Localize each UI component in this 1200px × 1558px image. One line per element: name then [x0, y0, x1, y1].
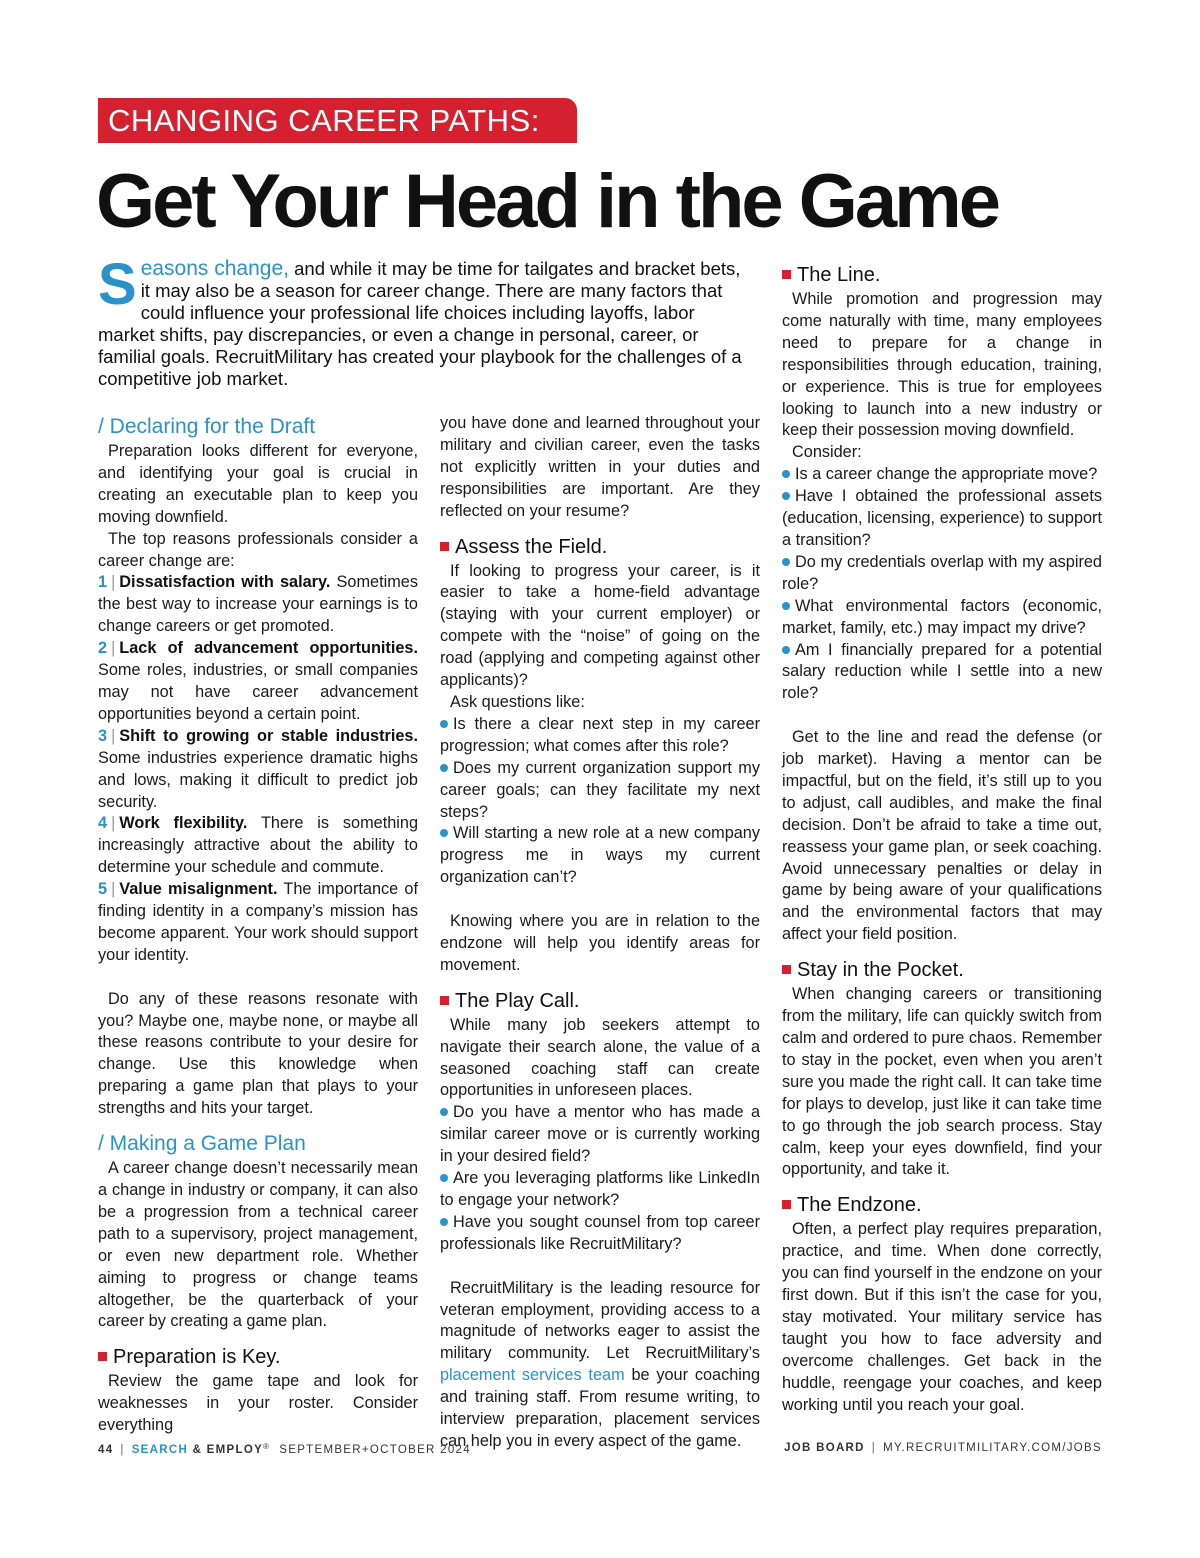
section-heading-field	[440, 533, 760, 561]
bullet-dot-icon	[440, 1218, 448, 1226]
bullet-text: Is there a clear next step in my career progression; what comes after this role?	[440, 714, 760, 755]
issue-date: SEPTEMBER+OCTOBER 2024	[279, 1444, 471, 1456]
intro-lead: easons change,	[140, 257, 289, 280]
bullet-dot-icon	[440, 1108, 448, 1116]
bullet-text: Are you leveraging platforms like LinkedIn to engage your network?	[440, 1169, 760, 1209]
reason-number: 3	[98, 726, 108, 745]
reason-title: Work flexibility.	[119, 814, 248, 833]
paragraph: While many job seekers attempt to navigate their search alone, the value of a seasoned coaching staff can create opportunities in unforeseen places.	[440, 1015, 760, 1100]
placement-services-link[interactable]: placement services team	[440, 1366, 625, 1385]
bullet-item	[782, 464, 1102, 486]
paragraph: Knowing where you are in relation to the endzone will help you identify areas for movement.	[440, 912, 760, 974]
bullet-text: Will starting a new role at a new company progress me in ways my current organization can’t?	[440, 824, 760, 887]
bullet-text: Do my credentials overlap with my aspired role?	[782, 552, 1102, 593]
section-heading-plan: / Making a Game Plan	[98, 1132, 306, 1156]
bullet-dot-icon	[782, 602, 790, 610]
reason-number: 5	[98, 880, 108, 899]
reason-separator: |	[111, 726, 116, 745]
paragraph-text: RecruitMilitary is the leading resource for veteran employment, providing access to a magnitude of networks eager to assist the military community. Let RecruitMilitary’s	[440, 1278, 760, 1363]
section-heading-pocket	[782, 956, 1102, 984]
bullet-item	[782, 596, 1102, 640]
intro-text: and while it may be time for tailgates and bracket bets, it may also be a season for career change. There are many factors that could influence your professional life choices including layoffs, labor market shifts, pay discrepancies, or even a change in personal, career, or familial goals. RecruitMilitary has created your playbook for the challenges of a competitive job market.	[98, 258, 742, 389]
paragraph: Review the game tape and look for weaknesses in your roster. Consider everything	[98, 1372, 418, 1435]
bullet-item	[782, 552, 1102, 596]
section-heading-text: The Line.	[797, 264, 881, 286]
paragraph: Ask questions like:	[450, 692, 585, 711]
reason-separator: |	[111, 639, 116, 658]
bullet-dot-icon	[782, 646, 790, 654]
bullet-text: Have you sought counsel from top career professionals like RecruitMilitary?	[440, 1212, 760, 1253]
reason-item	[98, 726, 418, 814]
section-heading-playcall	[440, 987, 760, 1015]
reason-title: Lack of advancement opportunities.	[119, 639, 418, 658]
reason-title: Value misalignment.	[119, 880, 278, 899]
reason-number: 1	[98, 573, 108, 592]
bullet-text: Is a career change the appropriate move?	[795, 465, 1098, 484]
paragraph: Do any of these reasons resonate with you? Maybe one, maybe none, or maybe all these reasons contribute to your desire for change. Use this knowledge when preparing a game plan that plays to your strengths and hits your target.	[98, 989, 418, 1118]
bullet-item	[440, 714, 760, 758]
bullet-item	[440, 1168, 760, 1212]
reason-text: There is something increasingly attractive about the ability to determine your schedule and commute.	[98, 814, 418, 877]
footer-section: JOB BOARD	[784, 1442, 865, 1454]
bullet-item	[782, 486, 1102, 552]
bullet-text: Do you have a mentor who has made a similar career move or is currently working in your desired field?	[440, 1103, 760, 1166]
column-1	[98, 413, 418, 1437]
section-heading-text: Preparation is Key.	[113, 1346, 281, 1369]
reason-item	[98, 572, 418, 638]
red-square-icon	[782, 965, 791, 974]
magazine-name-b: & EMPLOY	[188, 1444, 264, 1456]
reason-item	[98, 879, 418, 967]
reason-item	[98, 638, 418, 726]
bullet-text: Have I obtained the professional assets (education, licensing, experience) to support a transition?	[782, 487, 1102, 549]
reason-item	[98, 813, 418, 879]
bullet-item	[440, 758, 760, 824]
paragraph: Preparation looks different for everyone, and identifying your goal is crucial in creating an executable plan to keep you moving downfield.	[98, 442, 418, 526]
paragraph: While promotion and progression may come naturally with time, many employees need to prepare for a change in responsibilities through education, training, or experience. This is true for employees looking to launch into a new industry or keep their possession moving downfield.	[782, 290, 1102, 440]
section-heading-text: The Play Call.	[455, 989, 580, 1012]
bullet-item	[440, 1102, 760, 1168]
reason-title: Shift to growing or stable industries.	[119, 726, 418, 745]
footer-left	[98, 1442, 471, 1456]
paragraph-text: be your coaching and training staff. From resume writing, to interview preparation, placement services can help you in every aspect of the game.	[440, 1366, 760, 1450]
reason-text: Some industries experience dramatic highs and lows, making it difficult to predict job security.	[98, 748, 418, 811]
footer-separator: |	[871, 1442, 877, 1454]
bullet-item	[440, 823, 760, 889]
reason-text: Some roles, industries, or small companies may not have career advancement opportunities beyond a certain point.	[98, 661, 418, 723]
bullet-text: Does my current organization support my career goals; can they facilitate my next steps?	[440, 758, 760, 821]
red-square-icon	[782, 1200, 791, 1209]
column-2	[440, 413, 760, 1453]
registered-mark: ®	[263, 1442, 271, 1451]
footer-right	[784, 1442, 1102, 1454]
section-heading-endzone	[782, 1191, 1102, 1219]
kicker-banner: CHANGING CAREER PATHS:	[98, 98, 577, 143]
paragraph: When changing careers or transitioning from the military, life can quickly switch from calm and ordered to pure chaos. Remember to stay in the pocket, even when you aren’t sure you made the right call. It can take time for plays to develop, just like it can take time to go through the job search process. Stay calm, keep your eyes downfield, find your opportunity, and take it.	[782, 985, 1102, 1179]
footer-separator: |	[120, 1444, 125, 1456]
column-3	[782, 261, 1102, 1416]
paragraph: Consider:	[792, 443, 862, 462]
red-square-icon	[440, 542, 449, 551]
bullet-dot-icon	[782, 558, 790, 566]
reason-text: The importance of finding identity in a company’s mission has become apparent. Your work should support your identity.	[98, 880, 418, 964]
bullet-item	[782, 640, 1102, 706]
section-heading-text: Assess the Field.	[455, 535, 608, 558]
page-number: 44	[98, 1444, 114, 1456]
reason-number: 2	[98, 639, 108, 658]
bullet-dot-icon	[440, 720, 448, 728]
bullet-dot-icon	[440, 829, 448, 837]
paragraph	[440, 1278, 760, 1453]
red-square-icon	[782, 270, 791, 279]
red-square-icon	[440, 996, 449, 1005]
footer-url[interactable]: MY.RECRUITMILITARY.COM/JOBS	[883, 1442, 1102, 1454]
paragraph: Often, a perfect play requires preparation, practice, and time. When done correctly, you can find yourself in the endzone on your first down. But if this isn’t the case for you, stay motivated. Your military service has taught you how to face adversity and overcome challenges. Get back in the huddle, reengage your coaches, and keep working until you reach your goal.	[782, 1220, 1102, 1414]
bullet-text: What environmental factors (economic, market, family, etc.) may impact my drive?	[782, 596, 1102, 637]
section-heading-text: Declaring for the Draft	[109, 415, 316, 438]
reason-text: Sometimes the best way to increase your earnings is to change careers or get promoted.	[98, 573, 418, 636]
bullet-dot-icon	[782, 470, 790, 478]
intro-paragraph	[98, 252, 753, 390]
bullet-item	[440, 1212, 760, 1256]
section-heading-text: Stay in the Pocket.	[797, 959, 964, 982]
drop-cap: S	[98, 252, 137, 317]
reason-separator: |	[111, 814, 116, 833]
section-heading-text: Making a Game Plan	[109, 1132, 306, 1156]
bullet-dot-icon	[440, 764, 448, 772]
article-headline: Get Your Head in the Game	[96, 159, 998, 244]
reason-title: Dissatisfaction with salary.	[119, 573, 331, 592]
bullet-text: Am I financially prepared for a potential salary reduction while I settle into a new role?	[782, 640, 1102, 703]
reason-separator: |	[111, 880, 116, 899]
magazine-name-a: SEARCH	[131, 1444, 189, 1456]
paragraph: The top reasons professionals consider a career change are:	[98, 529, 418, 570]
paragraph: If looking to progress your career, is it easier to take a home-field advantage (staying with your current employer) or compete with the “noise” of going on the road (applying and competing against other applicants)?	[440, 561, 760, 690]
paragraph: A career change doesn’t necessarily mean a change in industry or company, it can also be a progression from a technical career path to a supervisory, project management, or even new department role. Whether aiming to progress or change teams altogether, be the quarterback of your career by creating a game plan.	[98, 1159, 418, 1331]
paragraph: Get to the line and read the defense (or job market). Having a mentor can be impactful, but on the field, it’s still up to you to adjust, call audibles, and make the final decision. Don’t be afraid to take a time out, reassess your game plan, or seek coaching. Avoid unnecessary penalties or delay in game by being aware of your qualifications and the environmental factors that may affect your field position.	[782, 728, 1102, 944]
reason-number: 4	[98, 814, 108, 833]
paragraph: you have done and learned throughout your military and civilian career, even the tasks not explicitly written in your duties and responsibilities are important. Are they reflected on your resume?	[440, 414, 760, 520]
section-heading-draft: / Declaring for the Draft	[98, 415, 316, 438]
red-square-icon	[98, 1352, 107, 1361]
bullet-dot-icon	[782, 492, 790, 500]
reason-separator: |	[111, 573, 116, 592]
section-heading-line	[782, 261, 1102, 289]
bullet-dot-icon	[440, 1174, 448, 1182]
section-heading-prep	[98, 1343, 418, 1371]
section-heading-text: The Endzone.	[797, 1194, 922, 1217]
